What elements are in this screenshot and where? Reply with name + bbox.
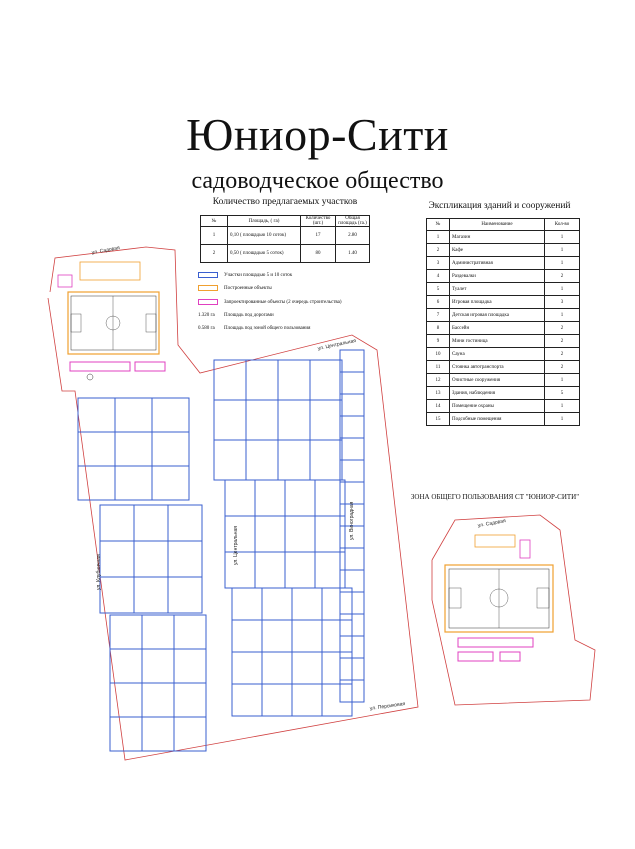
table-cell: Здания, наблюдения [450, 387, 545, 400]
plot [262, 588, 292, 620]
plot [134, 577, 168, 613]
plot [285, 552, 315, 588]
plot [340, 394, 364, 416]
plot [225, 552, 255, 588]
table-cell: Мини гостиница [450, 335, 545, 348]
table-cell: 7 [427, 309, 450, 322]
built-object [80, 262, 140, 280]
table-cell: Очистные сооружения [450, 374, 545, 387]
planned-object [70, 362, 130, 371]
street-label: ул. Клубничная [96, 554, 102, 590]
plot [246, 360, 278, 400]
explication-title: Экспликация зданий и сооружений [428, 201, 571, 211]
table-cell: 3 [427, 257, 450, 270]
plot [214, 360, 246, 400]
plot [100, 505, 134, 541]
plot [115, 432, 152, 466]
plot [246, 400, 278, 440]
plot [142, 615, 174, 649]
table-cell: 2 [545, 348, 580, 361]
table-cell: 11 [427, 361, 450, 374]
plot [322, 652, 352, 684]
table-cell: 8 [427, 322, 450, 335]
plot [232, 620, 262, 652]
plot [262, 652, 292, 684]
table-cell: 0,50 ( площадью 5 соток) [228, 245, 301, 263]
inset-planned-object [458, 638, 533, 647]
plots-table-title: Количество предлагаемых участков [212, 197, 358, 207]
col-header: Общая площадь (га.) [336, 216, 370, 227]
plot [78, 398, 115, 432]
table-cell: 1 [545, 244, 580, 257]
plot [134, 505, 168, 541]
plot [278, 440, 310, 480]
plot [232, 652, 262, 684]
plot [310, 360, 342, 400]
plot [255, 516, 285, 552]
col-header: Количество (шт.) [301, 216, 336, 227]
table-cell: 9 [427, 335, 450, 348]
table-cell: 17 [301, 227, 336, 245]
plot [100, 577, 134, 613]
plot [110, 717, 142, 751]
inset-goal-area [449, 588, 461, 608]
legend-label: Участки площадью 5 и 10 соток [224, 272, 293, 278]
zone-title: ЗОНА ОБЩЕГО ПОЛЬЗОВАНИЯ СТ "ЮНИОР-СИТИ" [410, 493, 580, 501]
plot [310, 400, 342, 440]
table-cell: 14 [427, 400, 450, 413]
table-cell: Детская игровая площадка [450, 309, 545, 322]
page-title: Юниор-Сити [186, 109, 449, 160]
table-cell: 1 [545, 283, 580, 296]
goal-area [146, 314, 156, 332]
table-cell: 5 [427, 283, 450, 296]
plot [78, 466, 115, 500]
sports-field [68, 292, 159, 354]
plot [168, 541, 202, 577]
col-header: № [427, 219, 450, 231]
table-cell: Бассейн [450, 322, 545, 335]
plot [322, 684, 352, 716]
plot [115, 398, 152, 432]
plot [340, 438, 364, 460]
legend-label: Построенные объекты [224, 285, 272, 291]
plot [255, 480, 285, 516]
street-label: ул. Садовая [91, 245, 121, 256]
street-label: ул. Виноградная [349, 501, 355, 540]
plot [310, 440, 342, 480]
table-cell: 13 [427, 387, 450, 400]
col-header: Площадь, ( га) [228, 216, 301, 227]
plot [78, 432, 115, 466]
table-cell: 12 [427, 374, 450, 387]
table-cell: 1 [545, 231, 580, 244]
legend-value: 1.320 га [198, 313, 215, 318]
table-cell: 4 [427, 270, 450, 283]
table-cell: 2 [545, 335, 580, 348]
plot [340, 482, 364, 504]
plot [152, 398, 189, 432]
table-cell: 1 [545, 374, 580, 387]
plot [142, 683, 174, 717]
goal-area [71, 314, 81, 332]
table-cell: 5 [545, 387, 580, 400]
table-cell: 1 [201, 227, 228, 245]
street-label: ул. Центральная [317, 337, 357, 352]
legend-label: Запроектированные объекты (2 очередь строительства) [224, 299, 342, 305]
street-label: ул. Садовая [477, 518, 507, 529]
plot [168, 505, 202, 541]
plot [292, 588, 322, 620]
plot [134, 541, 168, 577]
map-marker [87, 374, 93, 380]
table-cell: 1 [545, 413, 580, 426]
inset-goal-area [537, 588, 549, 608]
planned-object [135, 362, 165, 371]
plot [292, 652, 322, 684]
plot [174, 683, 206, 717]
plot [340, 548, 364, 570]
table-cell: 1.40 [336, 245, 370, 263]
table-cell: 2 [201, 245, 228, 263]
table-cell: Административная [450, 257, 545, 270]
table-cell: Стоянка автотранспорта [450, 361, 545, 374]
plot [225, 480, 255, 516]
table-cell: 2 [545, 270, 580, 283]
table-cell: 1 [427, 231, 450, 244]
page-subtitle: садоводческое общество [191, 168, 444, 194]
plot [278, 400, 310, 440]
plot [214, 440, 246, 480]
table-cell: Игровая площадка [450, 296, 545, 309]
plot [262, 620, 292, 652]
table-cell: 1 [545, 400, 580, 413]
plot [110, 615, 142, 649]
table-cell: Кафе [450, 244, 545, 257]
plot [225, 516, 255, 552]
planned-object [58, 275, 72, 287]
legend-label: Площадь под дорогами [224, 313, 274, 318]
plot [115, 466, 152, 500]
table-cell: 80 [301, 245, 336, 263]
table-cell: Раздевалки [450, 270, 545, 283]
table-cell: 2 [427, 244, 450, 257]
street-label: ул. Центральная [233, 526, 239, 565]
plots-grid [78, 350, 364, 751]
table-cell: Подсобные помещения [450, 413, 545, 426]
plot [100, 541, 134, 577]
table-cell: Сауна [450, 348, 545, 361]
table-cell: 1 [545, 257, 580, 270]
plot [322, 588, 352, 620]
plot [152, 466, 189, 500]
plot [232, 588, 262, 620]
table-cell: 2.80 [336, 227, 370, 245]
legend-value: 0.580 га [198, 326, 215, 331]
plot [110, 649, 142, 683]
table-cell: Помещение охраны [450, 400, 545, 413]
field-marking [71, 296, 156, 350]
table-cell: Туалет [450, 283, 545, 296]
col-header: Кол-во [545, 219, 580, 231]
plot [340, 372, 364, 394]
inset-planned-object [500, 652, 520, 661]
inset-boundary [432, 515, 595, 705]
col-header: № [201, 216, 228, 227]
plot [142, 717, 174, 751]
table-cell: Магазин [450, 231, 545, 244]
col-header: Наименование [450, 219, 545, 231]
inset-planned-object [458, 652, 493, 661]
plot [285, 516, 315, 552]
plot [152, 432, 189, 466]
plot [340, 416, 364, 438]
table-cell: 6 [427, 296, 450, 309]
table-cell: 10 [427, 348, 450, 361]
plot [246, 440, 278, 480]
plot [255, 552, 285, 588]
legend-label: Площадь под зоной общего пользования [224, 326, 311, 331]
plot [174, 615, 206, 649]
plot [285, 480, 315, 516]
street-label: ул. Персиковая [369, 701, 406, 712]
table-cell: 2 [545, 361, 580, 374]
plot [110, 683, 142, 717]
table-cell: 1 [545, 309, 580, 322]
table-cell: 15 [427, 413, 450, 426]
plot [292, 620, 322, 652]
table-cell: 0,10 ( площадью 10 соток) [228, 227, 301, 245]
table-cell: 2 [545, 322, 580, 335]
plot [340, 460, 364, 482]
plot [214, 400, 246, 440]
plot [142, 649, 174, 683]
plot [278, 360, 310, 400]
plot [340, 350, 364, 372]
plot [262, 684, 292, 716]
plot [292, 684, 322, 716]
plot [232, 684, 262, 716]
table-cell: 3 [545, 296, 580, 309]
plot [174, 649, 206, 683]
inset-planned-object [520, 540, 530, 558]
plot [168, 577, 202, 613]
inset-built-object [475, 535, 515, 547]
